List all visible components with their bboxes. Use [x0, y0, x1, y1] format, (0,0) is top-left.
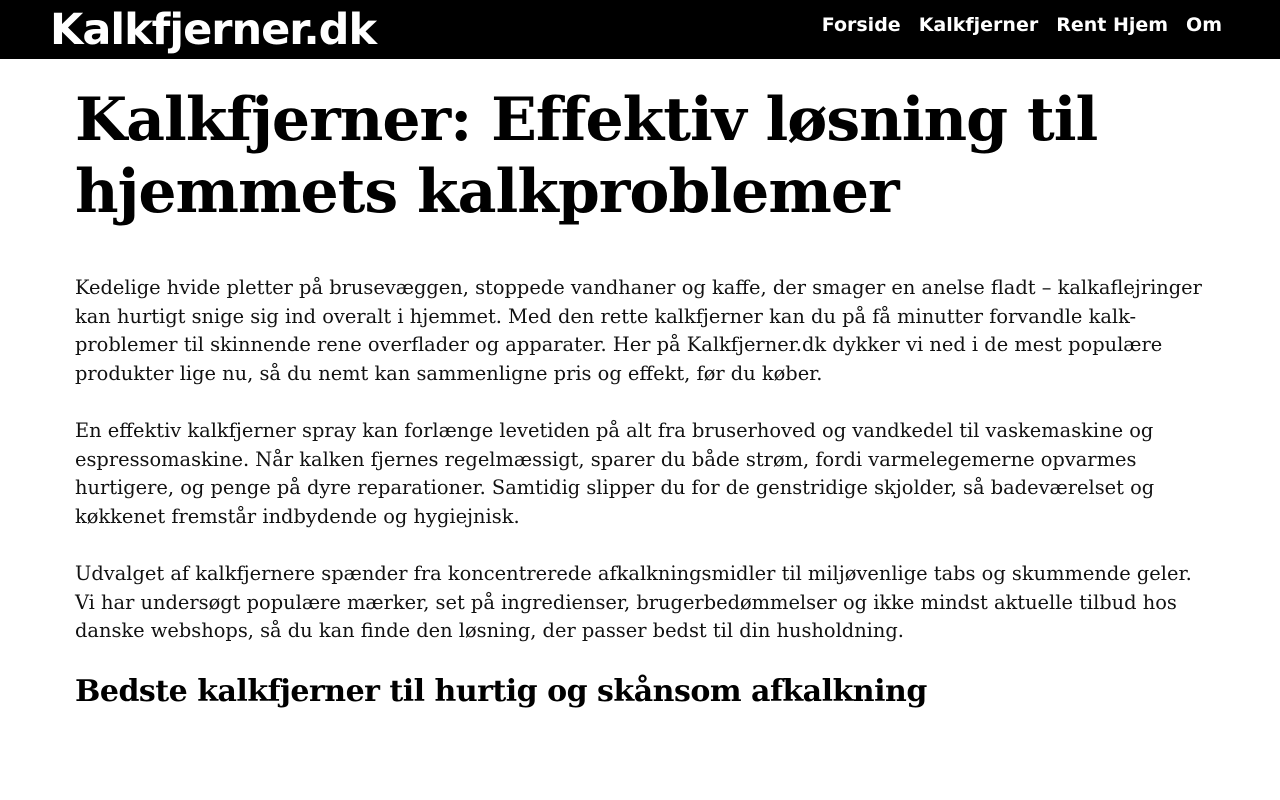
site-header: [0, 0, 1280, 59]
nav-link-om[interactable]: Om: [1186, 14, 1222, 36]
article: [75, 84, 1215, 712]
selection-paragraph: Udvalget af kalkfjernere spænder fra koncentrerede afkalkningsmidler til miljøvenlige tabs og skummende geler. Vi har undersøgt populære mærker, set på ingredienser, brugerbedømmelser og ikke mindst aktuelle tilbud hos danske webshops, så du kan finde den løsning, der passer bedst til din husholdning.: [75, 561, 1192, 643]
nav-link-rent-hjem[interactable]: Rent Hjem: [1056, 14, 1169, 36]
intro-paragraph: Kedelige hvide pletter på brusevæggen, stoppede vandhaner og kaffe, der smager en anelse fladt – kalkaflejringer kan hurtigt snige sig ind overalt i hjemmet. Med den rette kalkfjerner kan du på få minutter forvandle kalk-problemer til skinnende rene overflader og apparater. Her på Kalkfjerner.dk dykker vi ned i de mest populære produkter lige nu, så du nemt kan sammenligne pris og effekt, før du køber.: [75, 276, 1202, 385]
site-logo[interactable]: Kalkfjerner.dk: [50, 5, 377, 55]
section-heading: Bedste kalkfjerner til hurtig og skånsom afkalkning: [75, 673, 927, 709]
page-title: Kalkfjerner: Effektiv løsning til hjemmets kalkproblemer: [75, 85, 1098, 227]
nav-link-kalkfjerner[interactable]: Kalkfjerner: [918, 14, 1039, 36]
main-nav: [822, 12, 1222, 38]
nav-link-forside[interactable]: Forside: [821, 14, 901, 36]
benefits-paragraph: En effektiv kalkfjerner spray kan forlænge levetiden på alt fra bruserhoved og vandkedel til vaskemaskine og espressomaskine. Når kalken fjernes regelmæssigt, sparer du både strøm, fordi varmelegemerne opvarmes hurtigere, og penge på dyre reparationer. Samtidig slipper du for de genstridige skjolder, så badeværelset og køkkenet fremstår indbydende og hygiejnisk.: [75, 418, 1155, 528]
